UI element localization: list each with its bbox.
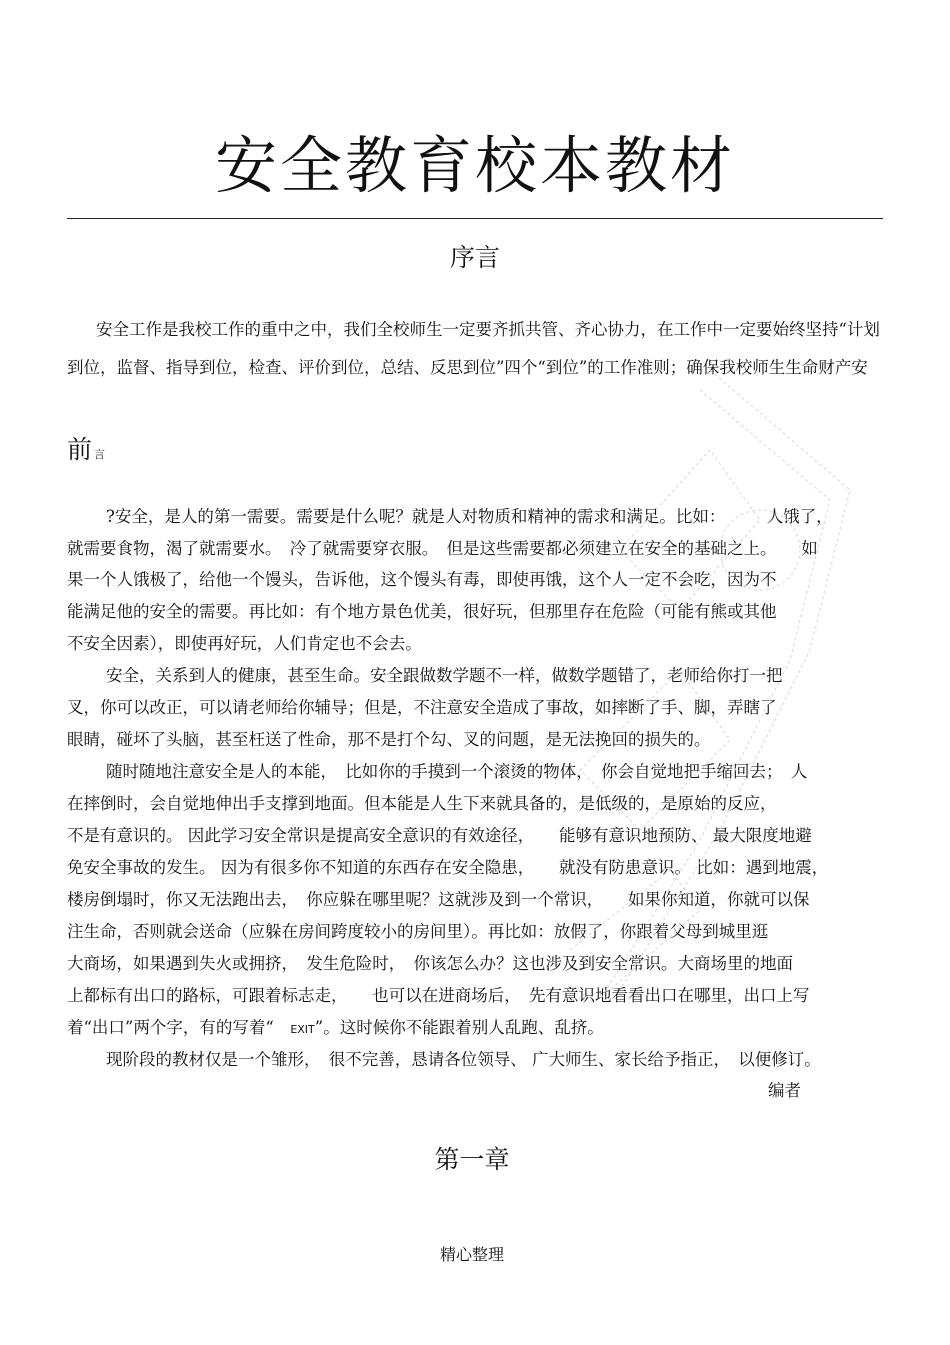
body-line: 眼睛，碰坏了头脑，甚至枉送了性命，那不是打个勾、叉的问题，是无法挽回的损失的。: [67, 730, 711, 749]
body-line: 楼房倒塌时，你又无法跑出去， 你应躲在哪里呢？这就涉及到一个常识， 如果你知道，你就可以保: [67, 890, 810, 909]
body-line: 果一个人饿极了，给他一个馒头，告诉他，这个馒头有毒，即使再饿，这个人一定不会吃，因为不: [67, 570, 777, 589]
chapter-heading: 第一章: [434, 1145, 510, 1174]
body-line: 不安全因素），即使再好玩，人们肯定也不会去。: [67, 634, 422, 653]
exit-sign-text: EXIT: [290, 1023, 315, 1036]
body-line: 叉，你可以改正，可以请老师给你辅导；但是，不注意安全造成了事故，如摔断了手、脚，弄瞎了: [67, 698, 777, 717]
editor-signature: 编者: [768, 1081, 801, 1100]
preface-line: 安全工作是我校工作的重中之中，我们全校师生一定要齐抓共管、齐心协力，在工作中一定要始终坚持“计划: [96, 320, 880, 339]
body-line: ?安全，是人的第一需要。需要是什么呢？就是人对物质和精神的需求和满足。比如： 人饿了，: [106, 507, 833, 526]
body-line: 安全，关系到人的健康，甚至生命。安全跟做数学题不一样，做数学题错了，老师给你打一把: [106, 666, 783, 685]
body-line: 能满足他的安全的需要。再比如：有个地方景色优美，很好玩，但那里存在危险（可能有熊或其他: [67, 602, 777, 621]
body-line: 现阶段的教材仅是一个雏形， 很不完善，恳请各位领导、 广大师生、家长给予指正， 以便修订。: [106, 1050, 821, 1069]
body-line: 免安全事故的发生。 因为有很多你不知道的东西存在安全隐患， 就没有防患意识。 比如：遇到地震，: [67, 858, 829, 877]
preface-line: 到位，监督、指导到位，检查、评价到位，总结、反思到位”四个“到位”的工作准则；确保我校师生生命财产安: [67, 358, 868, 377]
body-line-exit: [67, 1017, 604, 1041]
body-line: 随时随地注意安全是人的本能， 比如你的手摸到一个滚烫的物体， 你会自觉地把手缩回去； 人: [106, 762, 808, 781]
body-line: 不是有意识的。 因此学习安全常识是提高安全意识的有效途径， 能够有意识地预防、 最大限度地避: [67, 826, 812, 845]
body-line: 上都标有出口的路标，可跟着标志走， 也可以在进商场后， 先有意识地看看出口在哪里，出口上写: [67, 986, 810, 1005]
exit-line-after: ”。这时候你不能跟着别人乱跑、乱挤。: [314, 1018, 604, 1037]
body-line: 注生命，否则就会送命（应躲在房间跨度较小的房间里）。再比如：放假了，你跟着父母到城里逛: [67, 922, 769, 941]
body-line: 在摔倒时，会自觉地伸出手支撑到地面。但本能是人生下来就具备的，是低级的，是原始的反应，: [67, 794, 777, 813]
foreword-heading-small: 言: [94, 448, 106, 461]
page-footer: 精心整理: [439, 1245, 504, 1264]
document-title: 安全教育校本教材: [214, 129, 735, 202]
foreword-heading-big: 前: [67, 435, 93, 464]
body-line: 大商场，如果遇到失火或拥挤， 发生危险时， 你该怎么办？这也涉及到安全常识。大商场里的地面: [67, 954, 793, 973]
preface-heading: 序言: [449, 243, 500, 272]
title-divider: [67, 218, 883, 219]
exit-line-before: 着“出口”两个字，有的写着“: [67, 1018, 291, 1037]
foreword-heading: [67, 432, 105, 473]
body-line: 就需要食物，渴了就需要水。 冷了就需要穿衣服。 但是这些需要都必须建立在安全的基础之上。 如: [67, 539, 818, 558]
